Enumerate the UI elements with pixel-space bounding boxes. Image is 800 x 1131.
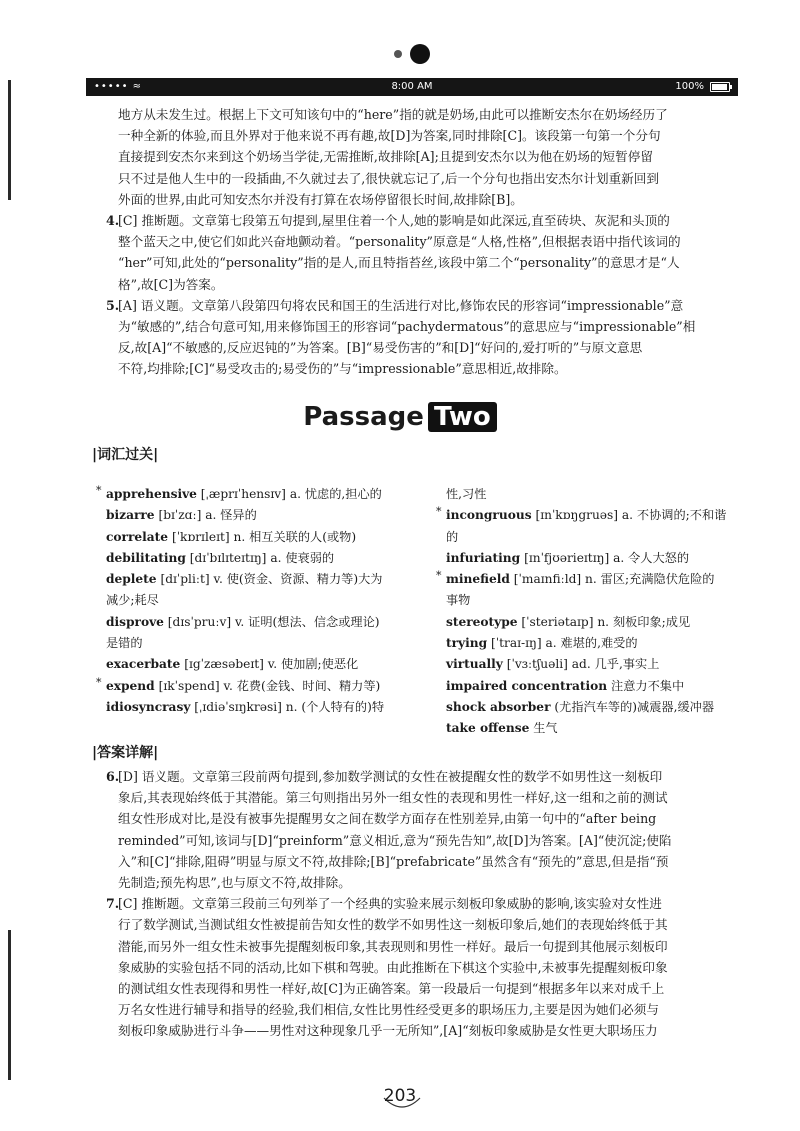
vocab-definition-cont: 事物 (446, 593, 471, 608)
vocab-phonetic: [ɪnˈkɒŋgruəs] (535, 508, 619, 523)
vocab-entry (96, 569, 416, 612)
vocab-definition: 使(资金、资源、精力等)大为 (226, 572, 383, 587)
battery-percent: 100% (675, 81, 704, 92)
top-answer-block (86, 104, 738, 380)
vocab-star: * (96, 484, 102, 497)
vocab-word: debilitating (106, 550, 186, 565)
vocab-word: deplete (106, 572, 157, 587)
vocab-definition: 难堪的,难受的 (560, 636, 638, 651)
vocab-pos: a. (621, 508, 634, 523)
vocab-definition: 花费(金钱、时间、精力等) (236, 678, 381, 693)
page-number: 203 (383, 1086, 417, 1106)
vocab-phonetic: [dɪˈbɪlɪteɪtɪŋ] (189, 550, 267, 565)
vocab-pos: v. (267, 657, 278, 672)
vocab-entry (96, 676, 416, 697)
dot-big-icon (410, 44, 430, 64)
vocab-word: expend (106, 678, 155, 693)
vocab-entry (96, 612, 416, 655)
dot-small-icon (394, 50, 402, 58)
vocab-pos: a. (270, 550, 282, 565)
vocab-entry (436, 633, 736, 654)
vocab-definition-cont: 减少;耗尽 (106, 593, 159, 608)
vocab-entry (436, 484, 736, 505)
passage-badge: Two (428, 402, 497, 432)
page-edge-mark (8, 80, 11, 200)
vocab-word: idiosyncrasy (106, 699, 191, 714)
text-line: 外面的世界,由此可知安杰尔并没有打算在农场停留很长时间,故排除[B]。 (118, 191, 523, 207)
text-line: 潜能,而另外一组女性未被事先提醒刻板印象,其表现则和男性一样好。最后一句提到其他展示刻板印 (118, 938, 668, 954)
item-number: 4. (106, 213, 120, 229)
vocab-pos: n. (285, 699, 298, 714)
vocab-entry (96, 505, 416, 526)
text-line: [C] 推断题。文章第七段第五句提到,屋里住着一个人,她的影响是如此深远,直至砖块、灰泥和头顶的 (118, 213, 670, 229)
vocab-definition: 忧虑的,担心的 (304, 487, 382, 501)
text-line: 刻板印象威胁进行斗争——男性对这种现象几乎一无所知”,[A]“刻板印象威胁是女性更大职场压力 (118, 1023, 658, 1039)
vocab-pos: v. (223, 678, 233, 693)
vocab-definition: 刻板印象;成见 (612, 614, 691, 629)
text-line: 直接提到安杰尔来到这个奶场当学徒,无需推断,故排除[A];且提到安杰尔以为他在奶场的短暂停留 (118, 149, 653, 165)
vocab-entry (436, 718, 736, 739)
vocab-entry (96, 527, 416, 548)
vocab-word: infuriating (446, 550, 521, 565)
text-line: 象威胁的实验包括不同的活动,比如下棋和驾驶。由此推断在下棋这个实验中,未被事先提醒刻板印象 (118, 959, 668, 975)
vocab-pos: a. (613, 550, 625, 565)
vocab-pos: a. (205, 508, 217, 523)
vocab-word: correlate (106, 529, 169, 544)
text-line: reminded”可知,该词与[D]“preinform”意义相近,意为“预先告知”,故[D]为答案。[A]“使沉淀;使陷 (118, 832, 672, 848)
vocab-pos: a. (545, 636, 557, 651)
answer-item (86, 766, 738, 893)
text-line: [D] 语义题。文章第三段前两句提到,参加数学测试的女性在被提醒女性的数学不如男性这一刻板印 (118, 769, 663, 784)
vocab-word: virtually (446, 657, 503, 672)
vocab-entry (96, 484, 416, 505)
text-line: 先制造;预先构思”,也与原文不符,故排除。 (118, 875, 351, 891)
continued-paragraph (86, 104, 738, 210)
vocab-definition: 雷区;充满隐伏危险的 (600, 572, 715, 587)
vocab-phonetic: [ˈtraɪ-ɪŋ] (491, 636, 542, 651)
vocab-word: bizarre (106, 508, 155, 523)
signal-indicator: ••••• ≈ (94, 81, 143, 92)
vocab-word: minefield (446, 572, 510, 587)
vocab-definition: 相互关联的人(或物) (249, 529, 357, 544)
vocab-definition: 证明(想法、信念或理论) (248, 614, 380, 629)
vocab-pos: v. (234, 614, 245, 629)
vocab-pos: ad. (571, 657, 591, 672)
vocab-definition: (尤指汽车等的)减震器,缓冲器 (554, 699, 715, 714)
vocab-pos: n. (585, 572, 597, 587)
text-line: 为“敏感的”,结合句意可知,用来修饰国王的形容词“pachydermatous”的意思应与“impressionable”相 (118, 319, 696, 335)
vocab-star: * (436, 505, 442, 519)
answers-block (86, 766, 738, 1042)
text-line: 地方从未发生过。根据上下文可知该句中的“here”指的就是奶场,由此可以推断安杰尔在奶场经历了 (118, 107, 668, 122)
vocab-phonetic: [dɪˈpliːt] (160, 572, 210, 587)
vocab-definition-cont: 是错的 (106, 636, 143, 651)
vocab-pos: a. (289, 487, 301, 501)
text-line: 象后,其表现始终低于其潜能。第三句则指出另外一组女性的表现和男性一样好,这一组和之前的测试 (118, 790, 668, 806)
vocab-phonetic: [ˌæprɪˈhensɪv] (200, 487, 286, 501)
vocab-phonetic: [ɪkˈspend] (158, 678, 220, 693)
text-line: 不符,均排除;[C]“易受攻击的;易受伤的”与“impressionable”意思相近,故排除。 (118, 361, 567, 377)
vocab-definition: 令人大怒的 (628, 550, 690, 565)
text-line: “her”可知,此处的“personality”指的是人,而且特指苔丝,该段中第二个“personality”的意思才是“人 (118, 255, 680, 271)
vocab-phonetic: [ˈkɒrɪleɪt] (171, 529, 230, 544)
vocab-entry (436, 548, 736, 569)
passage-heading (0, 402, 800, 432)
vocab-definition: 生气 (533, 721, 558, 736)
text-line: [A] 语义题。文章第八段第四句将农民和国王的生活进行对比,修饰农民的形容词“impressionable”意 (118, 297, 684, 313)
vocab-word: incongruous (446, 508, 532, 523)
vocab-entry (436, 569, 736, 612)
status-bar (86, 78, 738, 96)
vocab-definition: 注意力不集中 (611, 678, 685, 693)
vocab-entry (96, 697, 416, 718)
page-edge-mark (8, 930, 11, 1080)
vocab-definition: 性,习性 (446, 487, 487, 501)
item-number: 6. (106, 769, 120, 784)
vocab-definition: (个人特有的)特 (301, 699, 385, 714)
passage-title: Passage (303, 402, 424, 432)
text-line: 只不过是他人生中的一段插曲,不久就过去了,很快就忘记了,后一个分句也指出安杰尔计划重新回到 (118, 170, 659, 186)
vocab-pos: v. (213, 572, 223, 587)
text-line: 万名女性进行辅导和指导的经验,我们相信,女性比男性经受更多的职场压力,主要是因为她们必须与 (118, 1002, 659, 1018)
vocab-definition: 怪异的 (220, 508, 257, 523)
text-line: 格”,故[C]为答案。 (118, 276, 224, 292)
vocab-word: exacerbate (106, 657, 181, 672)
vocab-phonetic: [ɪgˈzæsəbeɪt] (184, 657, 264, 672)
vocab-phonetic: [dɪsˈpruːv] (167, 614, 232, 629)
vocab-pos: n. (233, 529, 246, 544)
vocab-phonetic: [ˈvɜːtʃuəli] (506, 657, 568, 672)
vocab-word: disprove (106, 614, 164, 629)
vocab-entry (436, 654, 736, 675)
vocab-entry (436, 612, 736, 633)
text-line: 整个蓝天之中,使它们如此兴奋地颤动着。“personality”原意是“人格,性格”,但根据表语中指代该词的 (118, 234, 681, 250)
vocab-word: apprehensive (106, 487, 197, 501)
vocab-phonetic: [ˌɪdiəˈsɪŋkrəsi] (194, 699, 282, 714)
vocab-column-right (436, 484, 736, 740)
vocab-entry (436, 505, 736, 548)
vocab-phonetic: [bɪˈzɑː] (158, 508, 202, 523)
vocab-word: shock absorber (446, 699, 551, 714)
vocab-word: take offense (446, 721, 530, 736)
vocab-entry (96, 548, 416, 569)
answer-item (86, 210, 738, 295)
answer-item (86, 893, 738, 1041)
vocab-entry (96, 654, 416, 675)
vocab-pos: n. (597, 614, 610, 629)
vocab-phonetic: [ˈsteriətaɪp] (521, 614, 594, 629)
item-number: 5. (106, 297, 120, 313)
text-line: 组女性形成对比,是没有被事先提醒男女之间在数学方面存在性别差异,由第一句中的“after being (118, 811, 657, 827)
item-number: 7. (106, 896, 120, 912)
vocab-word: stereotype (446, 614, 518, 629)
text-line: [C] 推断题。文章第三段前三句列举了一个经典的实验来展示刻板印象威胁的影响,该实验对女性进 (118, 896, 662, 912)
vocab-entry (436, 697, 736, 718)
text-line: 反,故[A]“不敏感的,反应迟钝的”为答案。[B]“易受伤害的”和[D]“好问的,爱打听的”与原文意思 (118, 340, 643, 356)
vocab-star: * (436, 569, 442, 583)
vocab-definition: 使衰弱的 (285, 550, 335, 565)
text-line: 一种全新的体验,而且外界对于他来说不再有趣,故[D]为答案,同时排除[C]。该段第一句第一个分句 (118, 128, 661, 144)
text-line: 行了数学测试,当测试组女性被提前告知女性的数学不如男性这一刻板印象后,她们的表现始终低于其 (118, 917, 668, 933)
vocab-definition: 几乎,事实上 (594, 657, 660, 672)
clock-time: 8:00 AM (391, 81, 433, 92)
vocab-column-left (96, 484, 416, 718)
camera-dots-ornament (378, 40, 458, 68)
vocab-phonetic: [ɪnˈfjʊərieɪtɪŋ] (524, 550, 610, 565)
answer-item (86, 295, 738, 380)
text-line: 入”和[C]“排除,阻碍”明显与原文不符,故排除;[B]“prefabricate”虽然含有“预先的”意思,但是指“预 (118, 853, 669, 869)
vocab-word: impaired concentration (446, 678, 608, 693)
vocab-definition: 不协调的;不和谐的 (446, 508, 727, 544)
battery-icon (710, 82, 730, 92)
text-line: 的测试组女性表现得和男性一样好,故[C]为正确答案。第一段最后一句提到“根据多年以来对成千上 (118, 981, 665, 997)
answers-section-label: |答案详解| (92, 745, 159, 761)
vocab-star: * (96, 675, 102, 689)
vocab-phonetic: [ˈmaɪnfiːld] (513, 572, 582, 587)
vocab-word: trying (446, 636, 488, 651)
vocab-definition: 使加剧;使恶化 (280, 657, 359, 672)
vocab-section-label: |词汇过关| (92, 447, 159, 463)
vocab-entry (436, 676, 736, 697)
